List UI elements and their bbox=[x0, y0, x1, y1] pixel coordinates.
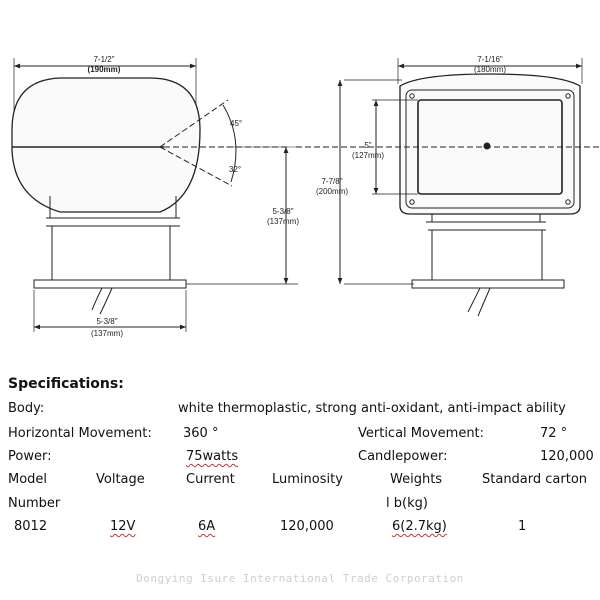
side-top-width: 7-1/2" bbox=[93, 55, 115, 64]
total-height: 7-7/8" bbox=[321, 177, 343, 186]
cell-luminosity: 120,000 bbox=[280, 519, 334, 534]
specifications-title: Specifications: bbox=[8, 376, 124, 392]
col-header-weights: Weights bbox=[390, 472, 443, 487]
vertical-movement-label: Vertical Movement: bbox=[358, 426, 485, 441]
base-width-mm: (137mm) bbox=[90, 329, 124, 338]
side-height-mm: (137mm) bbox=[266, 217, 300, 226]
lens-height-mm: (127mm) bbox=[351, 151, 385, 160]
side-top-width-mm: (190mm) bbox=[87, 65, 121, 74]
cell-current: 6A bbox=[198, 519, 216, 534]
col-header-luminosity: Luminosity bbox=[272, 472, 343, 487]
cell-voltage: 12V bbox=[110, 519, 136, 534]
candlepower-value: 120,000 bbox=[540, 449, 594, 464]
lens-height: 5" bbox=[364, 141, 372, 150]
watermark: Dongying Isure International Trade Corporation bbox=[136, 572, 464, 585]
col-header-standard-carton: Standard carton bbox=[482, 472, 588, 487]
col-header-voltage: Voltage bbox=[96, 472, 145, 487]
front-top-width-mm: (180mm) bbox=[473, 65, 507, 74]
base-width: 5-3/8" bbox=[96, 317, 118, 326]
horizontal-movement-value: 360 ° bbox=[183, 426, 219, 441]
power-label: Power: bbox=[8, 449, 52, 464]
horizontal-movement-label: Horizontal Movement: bbox=[8, 426, 152, 441]
side-height: 5-3/8" bbox=[272, 207, 294, 216]
col-header-model: Model bbox=[8, 472, 48, 487]
side-view bbox=[12, 58, 298, 332]
candlepower-label: Candlepower: bbox=[358, 449, 448, 464]
col-header-weight-unit: l b(kg) bbox=[386, 496, 428, 511]
angle-up-label: 45° bbox=[230, 119, 243, 128]
vertical-movement-value: 72 ° bbox=[540, 426, 568, 441]
col-header-number: Number bbox=[8, 496, 61, 511]
body-value: white thermoplastic, strong anti-oxidant, anti-impact ability bbox=[178, 401, 566, 416]
total-height-mm: (200mm) bbox=[315, 187, 349, 196]
col-header-current: Current bbox=[186, 472, 235, 487]
body-label: Body: bbox=[8, 401, 45, 416]
cell-model: 8012 bbox=[14, 519, 48, 534]
front-top-width: 7-1/16" bbox=[477, 55, 503, 64]
cell-weights: 6(2.7kg) bbox=[392, 519, 447, 534]
power-value: 75watts bbox=[186, 449, 239, 464]
angle-down-label: 32° bbox=[229, 165, 242, 174]
cell-carton: 1 bbox=[518, 519, 527, 534]
